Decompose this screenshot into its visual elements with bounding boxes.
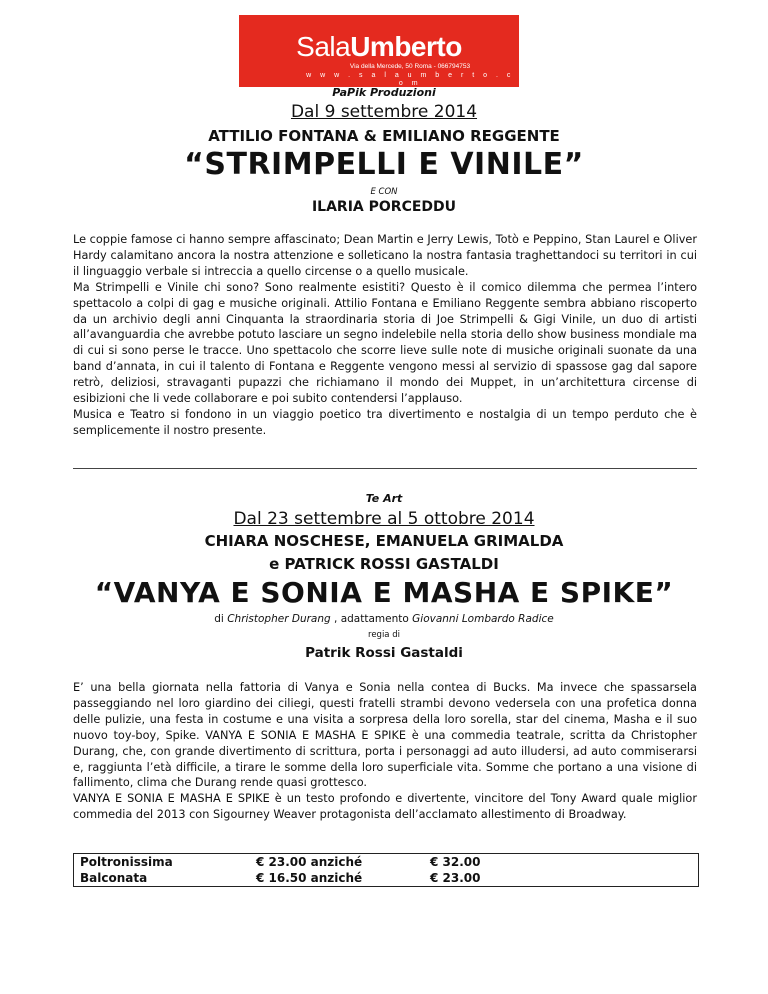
show1-date: Dal 9 settembre 2014 [290,102,478,122]
show1-guest: ILARIA PORCEDDU [311,199,457,215]
show2-producer: Te Art [365,492,403,505]
price-table [73,853,699,887]
show2-date: Dal 23 settembre al 5 ottobre 2014 [233,509,535,529]
show1-description [73,232,697,439]
show2-artists-line1: CHIARA NOSCHESE, EMANUELA GRIMALDA [204,532,564,550]
price-category: Poltronissima [80,855,173,869]
price-category: Balconata [80,871,148,885]
discounted-price: € 16.50 anziché [256,871,363,885]
show2-paragraph: E’ una bella giornata nella fattoria di Vanya e Sonia nella contea di Bucks. Ma invece che spassarsela passeggiando nel loro giardino dei ciliegi, questi fratelli strambi devono vedersela con una profetica donna delle pulizie, una festa in costume e una visita a sorpresa della loro sorella, star del cinema, Masha e il suo nuovo toy-boy, Spike. VANYA E SONIA E MASHA E SPIKE è una commedia teatrale, scritta da Christopher Durang, che, con grande divertimento di scrittura, porta i personaggi ad auto illudersi, ad auto commiserarsi e, raggiunta l’età difficile, a tirare le somme della loro superficiale vita. Somme che portano a una visione di fallimento, clima che Durang rende quasi grottesco. [73,681,697,790]
show2-author: Christopher Durang [227,613,331,625]
show2-director: Patrik Rossi Gastaldi [305,645,463,661]
logo-name-light: Sala [296,31,351,62]
original-price: € 32.00 [430,855,481,869]
section-divider [73,468,697,469]
show2-title: “VANYA E SONIA E MASHA E SPIKE” [94,576,674,609]
show1-paragraph: Ma Strimpelli e Vinile chi sono? Sono realmente esistiti? Questo è il comico dilemma che permea l’intero spettacolo a colpi di gag e musiche originali. Attilio Fontana e Emiliano Reggente sembra abbiano riscoperto da un archivio degli anni Cinquanta la straordinaria storia di Joe Strimpelli & Gigi Vinile, un duo di artisti all’avanguardia che avrebbe potuto lasciare un segno indelebile nella storia dello show business mondiale ma di cui si sono perse le tracce. Uno spettacolo che scorre lieve sulle note di musiche originali suonate da una band d’annata, in cui il talento di Fontana e Reggente vengono messi al servizio di spassose gag dal sapore retrò, deliziosi, stravaganti pupazzi che richiamano il mondo dei Muppet, in un’architettura circense di esibizioni che li vede collaborare e poi subito contendersi l’applauso. [73,280,697,406]
logo-address: Via della Mercede, 50 Roma - 066794753 [349,63,471,70]
show1-artists: ATTILIO FONTANA & EMILIANO REGGENTE [208,127,560,145]
show2-description [73,680,697,823]
show2-paragraph: VANYA E SONIA E MASHA E SPIKE è un testo profondo e divertente, vincitore del Tony Award quale miglior commedia del 2013 con Sigourney Weaver protagonista dell’acclamato allestimento di Broadway. [73,792,697,822]
show1-title: “STRIMPELLI E VINILE” [184,147,584,182]
show1-with-label: E CON [370,187,398,197]
show2-credits [0,613,768,625]
discounted-price: € 23.00 anziché [256,855,363,869]
show1-paragraph: Musica e Teatro si fondono in un viaggio poetico tra divertimento e nostalgia di un tempo perduto che è semplicemente il nostro presente. [73,407,697,437]
show1-paragraph: Le coppie famose ci hanno sempre affascinato; Dean Martin e Jerry Lewis, Totò e Peppino, Stan Laurel e Oliver Hardy calamitano ancora la nostra attenzione e solleticano la nostra fantasia traghettandoci su territori in cui il linguaggio verbale si intreccia a quello circense o a quello musicale. [73,233,697,278]
logo-name-bold: Umberto [350,31,462,62]
logo-name [239,32,519,62]
show2-regia-label: regia di [368,630,400,640]
show2-artists-line2: e PATRICK ROSSI GASTALDI [269,555,499,573]
show2-adapter: Giovanni Lombardo Radice [412,613,554,625]
sala-umberto-logo [239,15,519,87]
logo-website: w w w . s a l a u m b e r t o . c o m [306,72,514,87]
show1-producer: PaPik Produzioni [332,86,436,99]
credits-adaptation: , adattamento [330,613,409,625]
credits-di: di [214,613,224,625]
original-price: € 23.00 [430,871,481,885]
